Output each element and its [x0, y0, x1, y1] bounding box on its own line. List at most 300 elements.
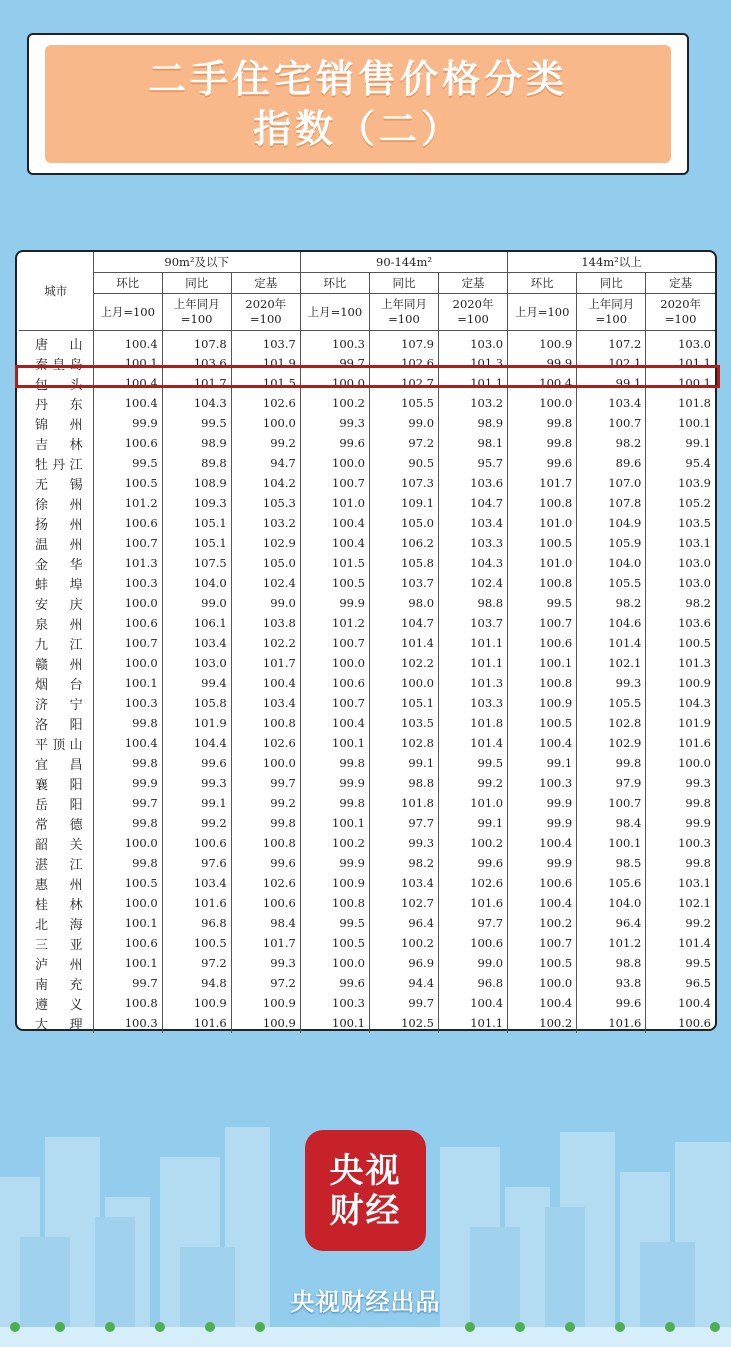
- index-value-cell: 100.8: [508, 493, 577, 513]
- index-value-cell: 100.0: [93, 893, 162, 913]
- title-line-2: 指数（二）: [252, 107, 463, 151]
- index-value-cell: 100.6: [300, 673, 369, 693]
- index-value-cell: 105.0: [369, 513, 438, 533]
- index-value-cell: 100.1: [300, 733, 369, 753]
- table-row: [19, 873, 715, 893]
- index-value-cell: 100.6: [162, 833, 231, 853]
- index-value-cell: 100.1: [93, 913, 162, 933]
- table-row: [19, 433, 715, 453]
- index-value-cell: 104.3: [439, 553, 508, 573]
- city-name-cell: 秦皇岛: [19, 353, 93, 373]
- index-value-cell: 101.1: [439, 653, 508, 673]
- index-value-cell: 100.4: [93, 331, 162, 354]
- index-value-cell: 100.4: [231, 673, 300, 693]
- index-value-cell: 103.9: [678, 476, 711, 490]
- index-value-cell: 103.4: [577, 393, 646, 413]
- sub-header-fixed-base: 定基: [231, 273, 300, 294]
- index-value-cell: 103.5: [678, 516, 711, 530]
- index-value-cell: 101.5: [231, 373, 300, 393]
- index-value-cell: 100.4: [508, 893, 577, 913]
- index-value-cell: 98.4: [231, 913, 300, 933]
- index-value-cell: 100.5: [300, 573, 369, 593]
- index-value-cell: 100.3: [93, 693, 162, 713]
- city-name-cell: 蚌埠: [19, 573, 93, 593]
- index-value-cell: 101.2: [577, 933, 646, 953]
- index-value-cell: 107.5: [162, 553, 231, 573]
- index-value-cell: 104.2: [231, 473, 300, 493]
- index-value-cell: 100.9: [231, 1013, 300, 1033]
- index-value-cell: 99.5: [439, 753, 508, 773]
- table-row: [19, 733, 715, 753]
- index-value-cell: 98.9: [162, 433, 231, 453]
- base-header-last-year: 上年同月=100: [577, 294, 646, 331]
- index-value-cell: 99.0: [369, 413, 438, 433]
- index-value-cell: 105.8: [162, 693, 231, 713]
- index-value-cell: 101.6: [162, 893, 231, 913]
- index-value-cell: 103.0: [678, 576, 711, 590]
- base-header-last-year: 上年同月=100: [162, 294, 231, 331]
- index-value-cell: 102.1: [678, 896, 711, 910]
- city-name-cell: 洛阳: [19, 713, 93, 733]
- index-value-cell: 105.3: [231, 493, 300, 513]
- base-header-2020: 2020年=100: [646, 294, 715, 331]
- index-value-cell: 99.6: [300, 433, 369, 453]
- sub-header-fixed-base: 定基: [439, 273, 508, 294]
- index-value-cell: 101.4: [439, 733, 508, 753]
- group-header-small: 90m²及以下: [93, 252, 300, 273]
- index-value-cell: 99.8: [231, 813, 300, 833]
- index-value-cell: 100.5: [300, 933, 369, 953]
- index-value-cell: 99.2: [162, 813, 231, 833]
- index-value-cell: 100.3: [678, 836, 711, 850]
- sub-header-yoy: 同比: [162, 273, 231, 294]
- index-value-cell: 99.9: [508, 353, 577, 373]
- index-value-cell: 100.4: [508, 833, 577, 853]
- index-value-cell: 100.7: [93, 533, 162, 553]
- index-value-cell: 100.2: [439, 833, 508, 853]
- index-value-cell: 100.0: [300, 453, 369, 473]
- index-value-cell: 101.9: [162, 713, 231, 733]
- index-value-cell: 100.0: [93, 653, 162, 673]
- index-value-cell: 99.1: [577, 373, 646, 393]
- index-value-cell: 100.5: [678, 636, 711, 650]
- index-value-cell: 104.6: [577, 613, 646, 633]
- index-value-cell: 98.2: [369, 853, 438, 873]
- index-value-cell: 99.8: [508, 413, 577, 433]
- index-value-cell: 101.6: [162, 1013, 231, 1033]
- index-value-cell: 101.8: [678, 396, 711, 410]
- index-value-cell: 95.4: [685, 456, 711, 470]
- city-name-cell: 赣州: [19, 653, 93, 673]
- index-value-cell: 100.4: [93, 733, 162, 753]
- index-value-cell: 101.9: [678, 716, 711, 730]
- cctv-finance-logo: [305, 1130, 426, 1251]
- table-row: [19, 473, 715, 493]
- index-value-cell: 99.9: [508, 853, 577, 873]
- title-card: [27, 33, 689, 175]
- index-value-cell: 100.8: [300, 893, 369, 913]
- index-value-cell: 100.9: [508, 331, 577, 354]
- index-value-cell: 100.4: [508, 373, 577, 393]
- index-value-cell: 106.2: [369, 533, 438, 553]
- index-value-cell: 99.3: [231, 953, 300, 973]
- city-name-cell: 三亚: [19, 933, 93, 953]
- index-value-cell: 99.3: [685, 776, 711, 790]
- index-value-cell: 99.7: [231, 773, 300, 793]
- index-value-cell: 100.9: [508, 693, 577, 713]
- base-header-2020: 2020年=100: [439, 294, 508, 331]
- index-value-cell: 100.7: [300, 473, 369, 493]
- index-value-cell: 100.8: [508, 573, 577, 593]
- index-value-cell: 105.5: [577, 573, 646, 593]
- city-name-cell: 唐山: [19, 331, 93, 354]
- index-value-cell: 101.7: [231, 653, 300, 673]
- index-value-cell: 101.6: [678, 736, 711, 750]
- index-value-cell: 103.2: [439, 393, 508, 413]
- index-value-cell: 107.3: [369, 473, 438, 493]
- index-value-cell: 102.4: [439, 573, 508, 593]
- index-value-cell: 101.4: [678, 936, 711, 950]
- index-value-cell: 99.8: [93, 853, 162, 873]
- index-value-cell: 99.8: [93, 713, 162, 733]
- index-value-cell: 100.7: [93, 633, 162, 653]
- index-value-cell: 105.9: [577, 533, 646, 553]
- index-value-cell: 103.6: [439, 473, 508, 493]
- index-value-cell: 99.4: [162, 673, 231, 693]
- base-header-last-year: 上年同月=100: [369, 294, 438, 331]
- index-value-cell: 101.9: [231, 353, 300, 373]
- index-value-cell: 106.1: [162, 613, 231, 633]
- index-value-cell: 99.9: [300, 853, 369, 873]
- logo-line-1: 央视: [329, 1150, 402, 1191]
- index-value-cell: 100.9: [231, 993, 300, 1013]
- index-value-cell: 107.9: [369, 331, 438, 354]
- city-name-cell: 九江: [19, 633, 93, 653]
- index-value-cell: 101.1: [678, 356, 711, 370]
- index-value-cell: 99.1: [439, 813, 508, 833]
- title-line-1: 二手住宅销售价格分类: [147, 57, 568, 101]
- index-value-cell: 94.7: [231, 453, 300, 473]
- index-value-cell: 103.1: [678, 876, 711, 890]
- index-value-cell: 103.0: [678, 556, 711, 570]
- index-value-cell: 99.5: [162, 413, 231, 433]
- base-header-last-month: 上月=100: [508, 294, 577, 331]
- index-value-cell: 100.4: [300, 713, 369, 733]
- index-value-cell: 100.4: [93, 373, 162, 393]
- index-value-cell: 100.2: [508, 913, 577, 933]
- index-value-cell: 100.1: [93, 353, 162, 373]
- index-value-cell: 89.8: [162, 453, 231, 473]
- index-value-cell: 99.8: [508, 433, 577, 453]
- index-value-cell: 97.6: [162, 853, 231, 873]
- table-row: [19, 1013, 715, 1033]
- index-value-cell: 99.3: [577, 673, 646, 693]
- index-value-cell: 99.3: [369, 833, 438, 853]
- index-value-cell: 99.8: [577, 753, 646, 773]
- index-value-cell: 100.1: [93, 953, 162, 973]
- index-value-cell: 97.7: [369, 813, 438, 833]
- index-value-cell: 99.0: [231, 593, 300, 613]
- index-value-cell: 98.2: [685, 596, 711, 610]
- index-value-cell: 100.3: [508, 773, 577, 793]
- index-value-cell: 101.1: [439, 1013, 508, 1033]
- table-row: [19, 693, 715, 713]
- index-value-cell: 102.1: [577, 353, 646, 373]
- table-row: [19, 331, 715, 354]
- index-value-cell: 103.4: [162, 873, 231, 893]
- index-value-cell: 99.8: [93, 813, 162, 833]
- table-row: [19, 613, 715, 633]
- index-value-cell: 99.5: [685, 956, 711, 970]
- index-value-cell: 99.9: [300, 593, 369, 613]
- table-row: [19, 793, 715, 813]
- index-value-cell: 105.2: [678, 496, 711, 510]
- index-value-cell: 99.3: [162, 773, 231, 793]
- index-value-cell: 103.5: [369, 713, 438, 733]
- index-value-cell: 100.0: [678, 756, 711, 770]
- index-value-cell: 101.1: [439, 373, 508, 393]
- index-value-cell: 103.2: [231, 513, 300, 533]
- index-value-cell: 100.8: [508, 673, 577, 693]
- base-header-2020: 2020年=100: [231, 294, 300, 331]
- index-value-cell: 103.3: [439, 693, 508, 713]
- index-value-cell: 99.8: [300, 793, 369, 813]
- city-name-cell: 无锡: [19, 473, 93, 493]
- table-row: [19, 633, 715, 653]
- group-header-large: 144m²以上: [508, 252, 715, 273]
- index-value-cell: 103.3: [439, 533, 508, 553]
- index-value-cell: 100.3: [93, 1013, 162, 1033]
- index-value-cell: 102.9: [577, 733, 646, 753]
- index-value-cell: 99.2: [685, 916, 711, 930]
- index-value-cell: 96.4: [369, 913, 438, 933]
- table-row: [19, 393, 715, 413]
- index-value-cell: 100.1: [508, 653, 577, 673]
- index-value-cell: 100.6: [93, 433, 162, 453]
- index-value-cell: 105.5: [369, 393, 438, 413]
- index-value-cell: 99.7: [369, 993, 438, 1013]
- index-value-cell: 94.8: [162, 973, 231, 993]
- index-value-cell: 100.8: [231, 833, 300, 853]
- index-value-cell: 99.8: [685, 856, 711, 870]
- city-name-cell: 惠州: [19, 873, 93, 893]
- index-value-cell: 100.1: [300, 813, 369, 833]
- index-value-cell: 101.6: [577, 1013, 646, 1033]
- sub-header-mom: 环比: [508, 273, 577, 294]
- index-value-cell: 98.4: [577, 813, 646, 833]
- index-value-cell: 102.9: [231, 533, 300, 553]
- index-value-cell: 100.9: [162, 993, 231, 1013]
- index-value-cell: 95.7: [439, 453, 508, 473]
- index-value-cell: 99.6: [508, 453, 577, 473]
- index-value-cell: 99.5: [508, 593, 577, 613]
- index-value-cell: 105.5: [577, 693, 646, 713]
- index-value-cell: 98.9: [439, 413, 508, 433]
- index-value-cell: 100.0: [369, 673, 438, 693]
- index-value-cell: 100.2: [300, 833, 369, 853]
- index-value-cell: 100.4: [93, 393, 162, 413]
- index-value-cell: 99.1: [685, 436, 711, 450]
- index-value-cell: 99.5: [93, 453, 162, 473]
- index-value-cell: 101.7: [508, 473, 577, 493]
- producer-credit: 央视财经出品: [290, 1288, 441, 1316]
- index-value-cell: 101.4: [369, 633, 438, 653]
- index-value-cell: 102.8: [577, 713, 646, 733]
- base-header-last-month: 上月=100: [93, 294, 162, 331]
- index-value-cell: 99.1: [508, 753, 577, 773]
- city-name-cell: 安庆: [19, 593, 93, 613]
- index-value-cell: 104.0: [577, 553, 646, 573]
- index-value-cell: 103.6: [162, 353, 231, 373]
- index-value-cell: 104.7: [369, 613, 438, 633]
- index-value-cell: 100.1: [300, 1013, 369, 1033]
- index-value-cell: 100.2: [369, 933, 438, 953]
- index-value-cell: 96.4: [577, 913, 646, 933]
- table-row: [19, 893, 715, 913]
- index-value-cell: 102.6: [231, 393, 300, 413]
- index-value-cell: 103.7: [231, 331, 300, 354]
- index-value-cell: 100.0: [93, 593, 162, 613]
- index-value-cell: 108.9: [162, 473, 231, 493]
- city-column-header: 城市: [19, 252, 93, 331]
- index-value-cell: 100.1: [93, 673, 162, 693]
- index-value-cell: 102.6: [439, 873, 508, 893]
- city-name-cell: 包头: [19, 373, 93, 393]
- index-value-cell: 96.5: [685, 976, 711, 990]
- index-value-cell: 104.3: [678, 696, 711, 710]
- table-row: [19, 493, 715, 513]
- table-row: [19, 453, 715, 473]
- index-value-cell: 98.1: [439, 433, 508, 453]
- index-value-cell: 96.9: [369, 953, 438, 973]
- index-value-cell: 103.7: [439, 613, 508, 633]
- index-value-cell: 103.4: [162, 633, 231, 653]
- index-value-cell: 94.4: [369, 973, 438, 993]
- index-value-cell: 101.7: [162, 373, 231, 393]
- index-value-cell: 97.7: [439, 913, 508, 933]
- title-banner: [45, 45, 671, 163]
- city-name-cell: 扬州: [19, 513, 93, 533]
- index-value-cell: 98.8: [369, 773, 438, 793]
- table-body: [19, 331, 715, 1034]
- index-value-cell: 99.9: [300, 773, 369, 793]
- table-row: [19, 773, 715, 793]
- index-value-cell: 103.0: [162, 653, 231, 673]
- index-value-cell: 100.8: [231, 713, 300, 733]
- index-value-cell: 101.6: [439, 893, 508, 913]
- city-name-cell: 金华: [19, 553, 93, 573]
- sub-header-mom: 环比: [93, 273, 162, 294]
- index-value-cell: 101.4: [577, 633, 646, 653]
- index-value-cell: 103.8: [231, 613, 300, 633]
- index-value-cell: 101.3: [439, 673, 508, 693]
- index-value-cell: 104.7: [439, 493, 508, 513]
- index-value-cell: 100.2: [300, 393, 369, 413]
- index-value-cell: 107.2: [577, 331, 646, 354]
- highlight-box: [15, 365, 720, 388]
- table-row: [19, 853, 715, 873]
- index-value-cell: 98.8: [577, 953, 646, 973]
- index-value-cell: 98.0: [369, 593, 438, 613]
- index-value-cell: 101.7: [231, 933, 300, 953]
- index-value-cell: 105.1: [369, 693, 438, 713]
- index-value-cell: 105.0: [231, 553, 300, 573]
- city-name-cell: 温州: [19, 533, 93, 553]
- index-value-cell: 100.4: [508, 993, 577, 1013]
- index-value-cell: 100.9: [678, 676, 711, 690]
- index-value-cell: 101.3: [93, 553, 162, 573]
- index-value-cell: 104.3: [162, 393, 231, 413]
- table-row: [19, 513, 715, 533]
- index-value-cell: 101.0: [508, 513, 577, 533]
- table-row: [19, 553, 715, 573]
- index-value-cell: 101.1: [439, 633, 508, 653]
- city-name-cell: 湛江: [19, 853, 93, 873]
- table-row: [19, 653, 715, 673]
- index-value-cell: 100.3: [300, 993, 369, 1013]
- index-value-cell: 103.7: [369, 573, 438, 593]
- table-row: [19, 753, 715, 773]
- index-value-cell: 89.6: [577, 453, 646, 473]
- index-value-cell: 100.1: [678, 376, 711, 390]
- index-value-cell: 102.1: [577, 653, 646, 673]
- index-value-cell: 103.0: [678, 336, 711, 351]
- index-value-cell: 98.5: [577, 853, 646, 873]
- table-row: [19, 533, 715, 553]
- index-value-cell: 100.9: [300, 873, 369, 893]
- index-value-cell: 99.6: [231, 853, 300, 873]
- index-value-cell: 98.2: [577, 433, 646, 453]
- index-value-cell: 99.2: [231, 793, 300, 813]
- index-value-cell: 100.1: [678, 416, 711, 430]
- index-value-cell: 101.8: [369, 793, 438, 813]
- index-value-cell: 100.4: [300, 513, 369, 533]
- index-value-cell: 97.2: [369, 433, 438, 453]
- index-value-cell: 100.3: [300, 331, 369, 354]
- index-value-cell: 100.0: [508, 973, 577, 993]
- index-value-cell: 100.6: [231, 893, 300, 913]
- index-value-cell: 100.6: [93, 513, 162, 533]
- table-row: [19, 973, 715, 993]
- index-value-cell: 102.6: [231, 733, 300, 753]
- base-header-last-month: 上月=100: [300, 294, 369, 331]
- index-value-cell: 100.5: [162, 933, 231, 953]
- index-value-cell: 99.7: [93, 973, 162, 993]
- index-value-cell: 100.0: [231, 753, 300, 773]
- index-value-cell: 99.0: [439, 953, 508, 973]
- index-value-cell: 100.7: [300, 693, 369, 713]
- index-value-cell: 99.0: [162, 593, 231, 613]
- index-value-cell: 100.6: [93, 933, 162, 953]
- index-value-cell: 102.7: [369, 893, 438, 913]
- index-value-cell: 102.2: [369, 653, 438, 673]
- index-value-cell: 99.6: [300, 973, 369, 993]
- table-row: [19, 953, 715, 973]
- index-value-cell: 93.8: [577, 973, 646, 993]
- index-value-cell: 101.3: [678, 656, 711, 670]
- index-value-cell: 99.8: [93, 753, 162, 773]
- city-name-cell: 丹东: [19, 393, 93, 413]
- index-value-cell: 101.2: [300, 613, 369, 633]
- index-value-cell: 100.0: [93, 833, 162, 853]
- city-name-cell: 济宁: [19, 693, 93, 713]
- index-value-cell: 102.6: [231, 873, 300, 893]
- index-value-cell: 103.1: [678, 536, 711, 550]
- index-value-cell: 97.2: [231, 973, 300, 993]
- city-name-cell: 常德: [19, 813, 93, 833]
- index-value-cell: 100.0: [300, 953, 369, 973]
- table-row: [19, 413, 715, 433]
